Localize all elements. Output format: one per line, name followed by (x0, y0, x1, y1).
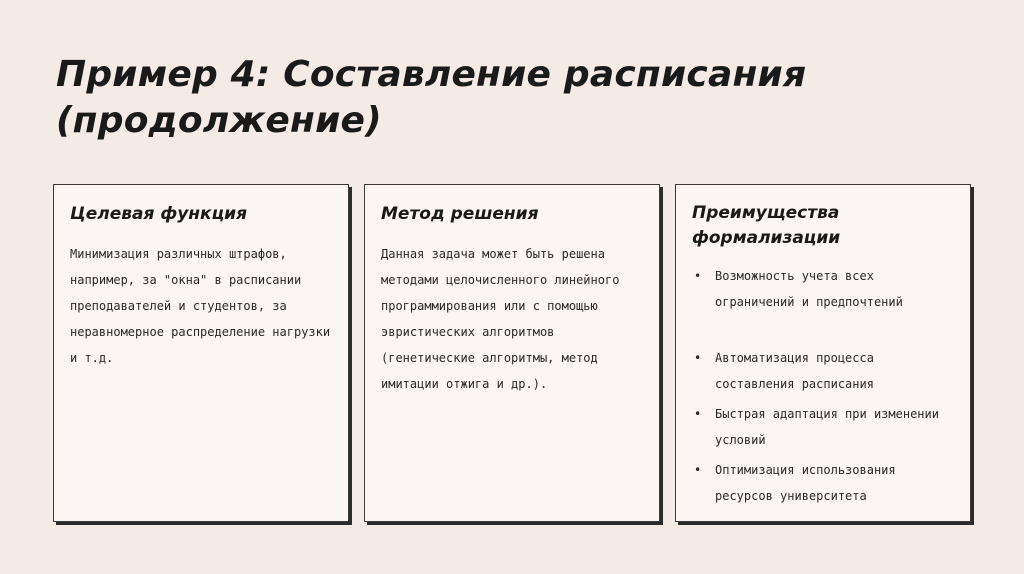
card-body-text: Данная задача может быть решена методами целочисленного линейного программирования или с помощью эвристических алгоритмов (генетические алгоритмы, метод имитации отжига и др.). (381, 247, 620, 391)
card-heading: Метод решения (381, 204, 539, 224)
list-item-text: Автоматизация процесса составления расписания (715, 351, 874, 391)
card-heading: Преимущества формализации (692, 203, 841, 248)
card-objective-function (53, 184, 349, 522)
list-item (692, 263, 954, 315)
list-item-text: Быстрая адаптация при изменении условий (715, 407, 939, 447)
slide-title-line-1: Пример 4: Составление расписания (56, 54, 807, 95)
bullet-icon: • (694, 463, 702, 477)
list-item-text: Оптимизация использования ресурсов университета (715, 463, 896, 503)
list-item (692, 457, 954, 509)
slide-title (56, 52, 956, 144)
list-item-text: Возможность учета всех ограничений и предпочтений (715, 269, 903, 309)
bullet-icon: • (694, 407, 702, 421)
bullet-icon: • (694, 351, 702, 365)
slide-title-line-2: (продолжение) (56, 100, 382, 141)
card-body-text: Минимизация различных штрафов, например, за "окна" в расписании преподавателей и студентов, за неравномерное распределение нагрузки и т.д. (70, 247, 331, 365)
card-heading: Целевая функция (70, 204, 248, 224)
list-item (692, 345, 954, 397)
advantages-list (692, 263, 954, 509)
card-solution-method (364, 184, 660, 522)
list-item (692, 401, 954, 453)
card-formalization-advantages (675, 184, 971, 522)
bullet-icon: • (694, 269, 702, 283)
